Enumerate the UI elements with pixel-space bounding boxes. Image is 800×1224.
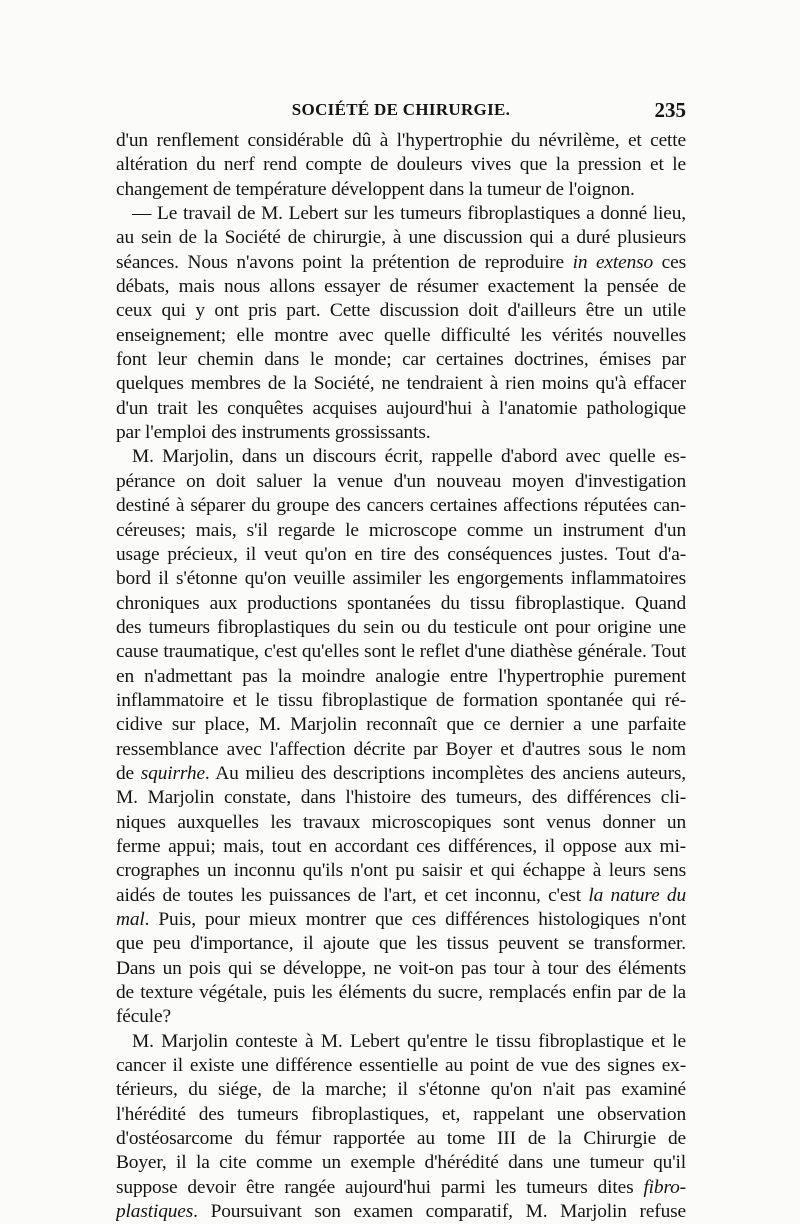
line-text: usage précieux, il veut qu'on en tire des conséquences justes. Tout d'a- — [116, 543, 686, 565]
line-text: niques auxquelles les travaux microscopiques sont venus donner un — [116, 811, 686, 833]
text-line — [116, 1030, 686, 1054]
italic-text: mal — [116, 909, 145, 930]
line-text: enseignement; elle montre avec quelle difficulté les vérités nouvelles — [116, 324, 686, 346]
line-text: cidive sur place, M. Marjolin reconnaît que ce dernier a une parfaite — [116, 714, 686, 736]
line-text: en n'admettant pas la moindre analogie entre l'hypertrophie purement — [116, 665, 686, 687]
text-line — [116, 129, 686, 153]
text-line — [116, 811, 686, 835]
text-line — [116, 299, 686, 323]
text-line — [116, 251, 686, 275]
text-line — [116, 738, 686, 762]
italic-text: la nature du — [588, 884, 686, 906]
line-text: bord il s'étonne qu'on veuille assimiler les engorgements inflammatoires — [116, 568, 686, 590]
text-line — [116, 324, 686, 348]
body-text — [116, 129, 686, 1224]
text-line — [116, 1005, 686, 1029]
text-line — [116, 665, 686, 689]
text-line — [116, 884, 686, 908]
page-number: 235 — [654, 98, 686, 122]
line-text: changement de température développent dans la tumeur de l'oignon. — [116, 178, 635, 200]
text-line — [116, 421, 686, 445]
line-text: ferme appui; mais, tout en accordant ces différences, il oppose aux mi- — [116, 835, 686, 857]
line-text-after: . Poursuivant son examen comparatif, M. Marjolin refuse — [193, 1201, 686, 1223]
text-line — [116, 567, 686, 591]
running-title: SOCIÉTÉ DE CHIRURGIE. — [291, 100, 511, 119]
text-line — [116, 859, 686, 883]
text-line — [116, 543, 686, 567]
line-text: fécule? — [116, 1006, 171, 1028]
text-line — [116, 592, 686, 616]
line-text: altération du nerf rend compte de douleurs vives que la pression et le — [116, 154, 686, 176]
page-header — [116, 98, 686, 128]
line-text: l'hérédité des tumeurs fibroplastiques, et, rappelant une observation — [116, 1103, 686, 1125]
text-line — [116, 762, 686, 786]
line-text: par l'emploi des instruments grossissants. — [116, 422, 431, 444]
line-text: M. Marjolin, dans un discours écrit, rappelle d'abord avec quelle es- — [132, 446, 686, 468]
text-line — [116, 1176, 686, 1200]
line-text: quelques membres de la Société, ne tendraient à rien moins qu'à effacer — [116, 373, 686, 395]
line-text: destiné à séparer du groupe des cancers certaines affections réputées can- — [116, 495, 686, 517]
text-line — [116, 226, 686, 250]
italic-text: squirrhe — [140, 762, 205, 784]
text-line — [116, 932, 686, 956]
text-line — [116, 616, 686, 640]
line-text: Boyer, il la cite comme un exemple d'hérédité dans une tumeur qu'il — [116, 1152, 686, 1174]
line-text: suppose devoir être rangée aujourd'hui parmi les tumeurs dites — [116, 1176, 644, 1198]
line-text: aidés de toutes les puissances de l'art, et cet inconnu, c'est — [116, 884, 589, 906]
text-line — [116, 1127, 686, 1151]
text-line — [116, 1151, 686, 1175]
line-text: M. Marjolin constate, dans l'histoire des tumeurs, des différences cli- — [116, 787, 686, 809]
line-text: cancer il existe une différence essentielle au point de vue des signes ex- — [116, 1055, 686, 1077]
line-text: cause traumatique, c'est qu'elles sont le reflet d'une diathèse générale. Tout — [116, 641, 686, 663]
text-line — [116, 908, 686, 932]
italic-text: fibro- — [643, 1176, 686, 1198]
line-text: des tumeurs fibroplastiques du sein ou du testicule ont pour origine une — [116, 616, 686, 638]
text-line — [116, 202, 686, 226]
line-text: d'ostéosarcome du fémur rapportée au tome III de la Chirurgie de — [116, 1128, 686, 1150]
line-text: céreuses; mais, s'il regarde le microscope comme un instrument d'un — [116, 519, 686, 541]
line-text: d'un trait les conquêtes acquises aujourd'hui à l'anatomie pathologique — [116, 397, 686, 419]
line-text: séances. Nous n'avons point la prétention de reproduire — [116, 251, 573, 273]
text-line — [116, 494, 686, 518]
text-line — [116, 153, 686, 177]
text-line — [116, 178, 686, 202]
line-text: térieurs, du siége, de la marche; il s'étonne qu'on n'ait pas examiné — [116, 1079, 686, 1101]
text-line — [116, 519, 686, 543]
text-line — [116, 1054, 686, 1078]
line-text: de — [116, 762, 141, 784]
line-text: de texture végétale, puis les éléments du sucre, remplacés enfin par de la — [116, 982, 686, 1004]
line-text-after: ces — [653, 251, 686, 273]
line-text: que peu d'importance, il ajoute que les tissus peuvent se transformer. — [116, 933, 686, 955]
text-line — [116, 981, 686, 1005]
line-text: ceux qui y ont pris part. Cette discussion doit d'ailleurs être un utile — [116, 300, 686, 322]
text-line — [116, 1103, 686, 1127]
text-line — [116, 470, 686, 494]
italic-text: plastiques — [116, 1201, 194, 1223]
line-text-after: . Puis, pour mieux montrer que ces différences histologiques n'ont — [144, 909, 686, 930]
text-line — [116, 1200, 686, 1224]
text-line — [116, 445, 686, 469]
line-text-after: . Au milieu des descriptions incomplètes des anciens auteurs, — [204, 762, 686, 784]
line-text: chroniques aux productions spontanées du tissu fibroplastique. Quand — [116, 592, 686, 614]
text-line — [116, 348, 686, 372]
line-text: débats, mais nous allons essayer de résumer exactement la pensée de — [116, 276, 686, 298]
text-line — [116, 640, 686, 664]
text-line — [116, 957, 686, 981]
line-text: M. Marjolin conteste à M. Lebert qu'entre le tissu fibroplastique et le — [132, 1030, 686, 1052]
text-line — [116, 372, 686, 396]
line-text: crographes un inconnu qu'ils n'ont pu saisir et qui échappe à leurs sens — [116, 860, 686, 882]
line-text: font leur chemin dans le monde; car certaines doctrines, émises par — [116, 349, 686, 371]
line-text: d'un renflement considérable dû à l'hypertrophie du névrilème, et cette — [116, 130, 686, 151]
text-line — [116, 1078, 686, 1102]
text-line — [116, 397, 686, 421]
text-line — [116, 713, 686, 737]
line-text: ressemblance avec l'affection décrite par Boyer et d'autres sous le nom — [116, 738, 686, 760]
text-line — [116, 689, 686, 713]
line-text: Dans un pois qui se développe, ne voit-on pas tour à tour des éléments — [116, 957, 686, 979]
line-text: — Le travail de M. Lebert sur les tumeurs fibroplastiques a donné lieu, — [132, 203, 686, 225]
line-text: au sein de la Société de chirurgie, à une discussion qui a duré plusieurs — [116, 227, 686, 249]
line-text: inflammatoire et le tissu fibroplastique de formation spontanée qui ré- — [116, 689, 686, 711]
line-text: pérance on doit saluer la venue d'un nouveau moyen d'investigation — [116, 470, 686, 492]
italic-text: in extenso — [572, 251, 654, 273]
text-line — [116, 835, 686, 859]
text-line — [116, 275, 686, 299]
text-line — [116, 786, 686, 810]
